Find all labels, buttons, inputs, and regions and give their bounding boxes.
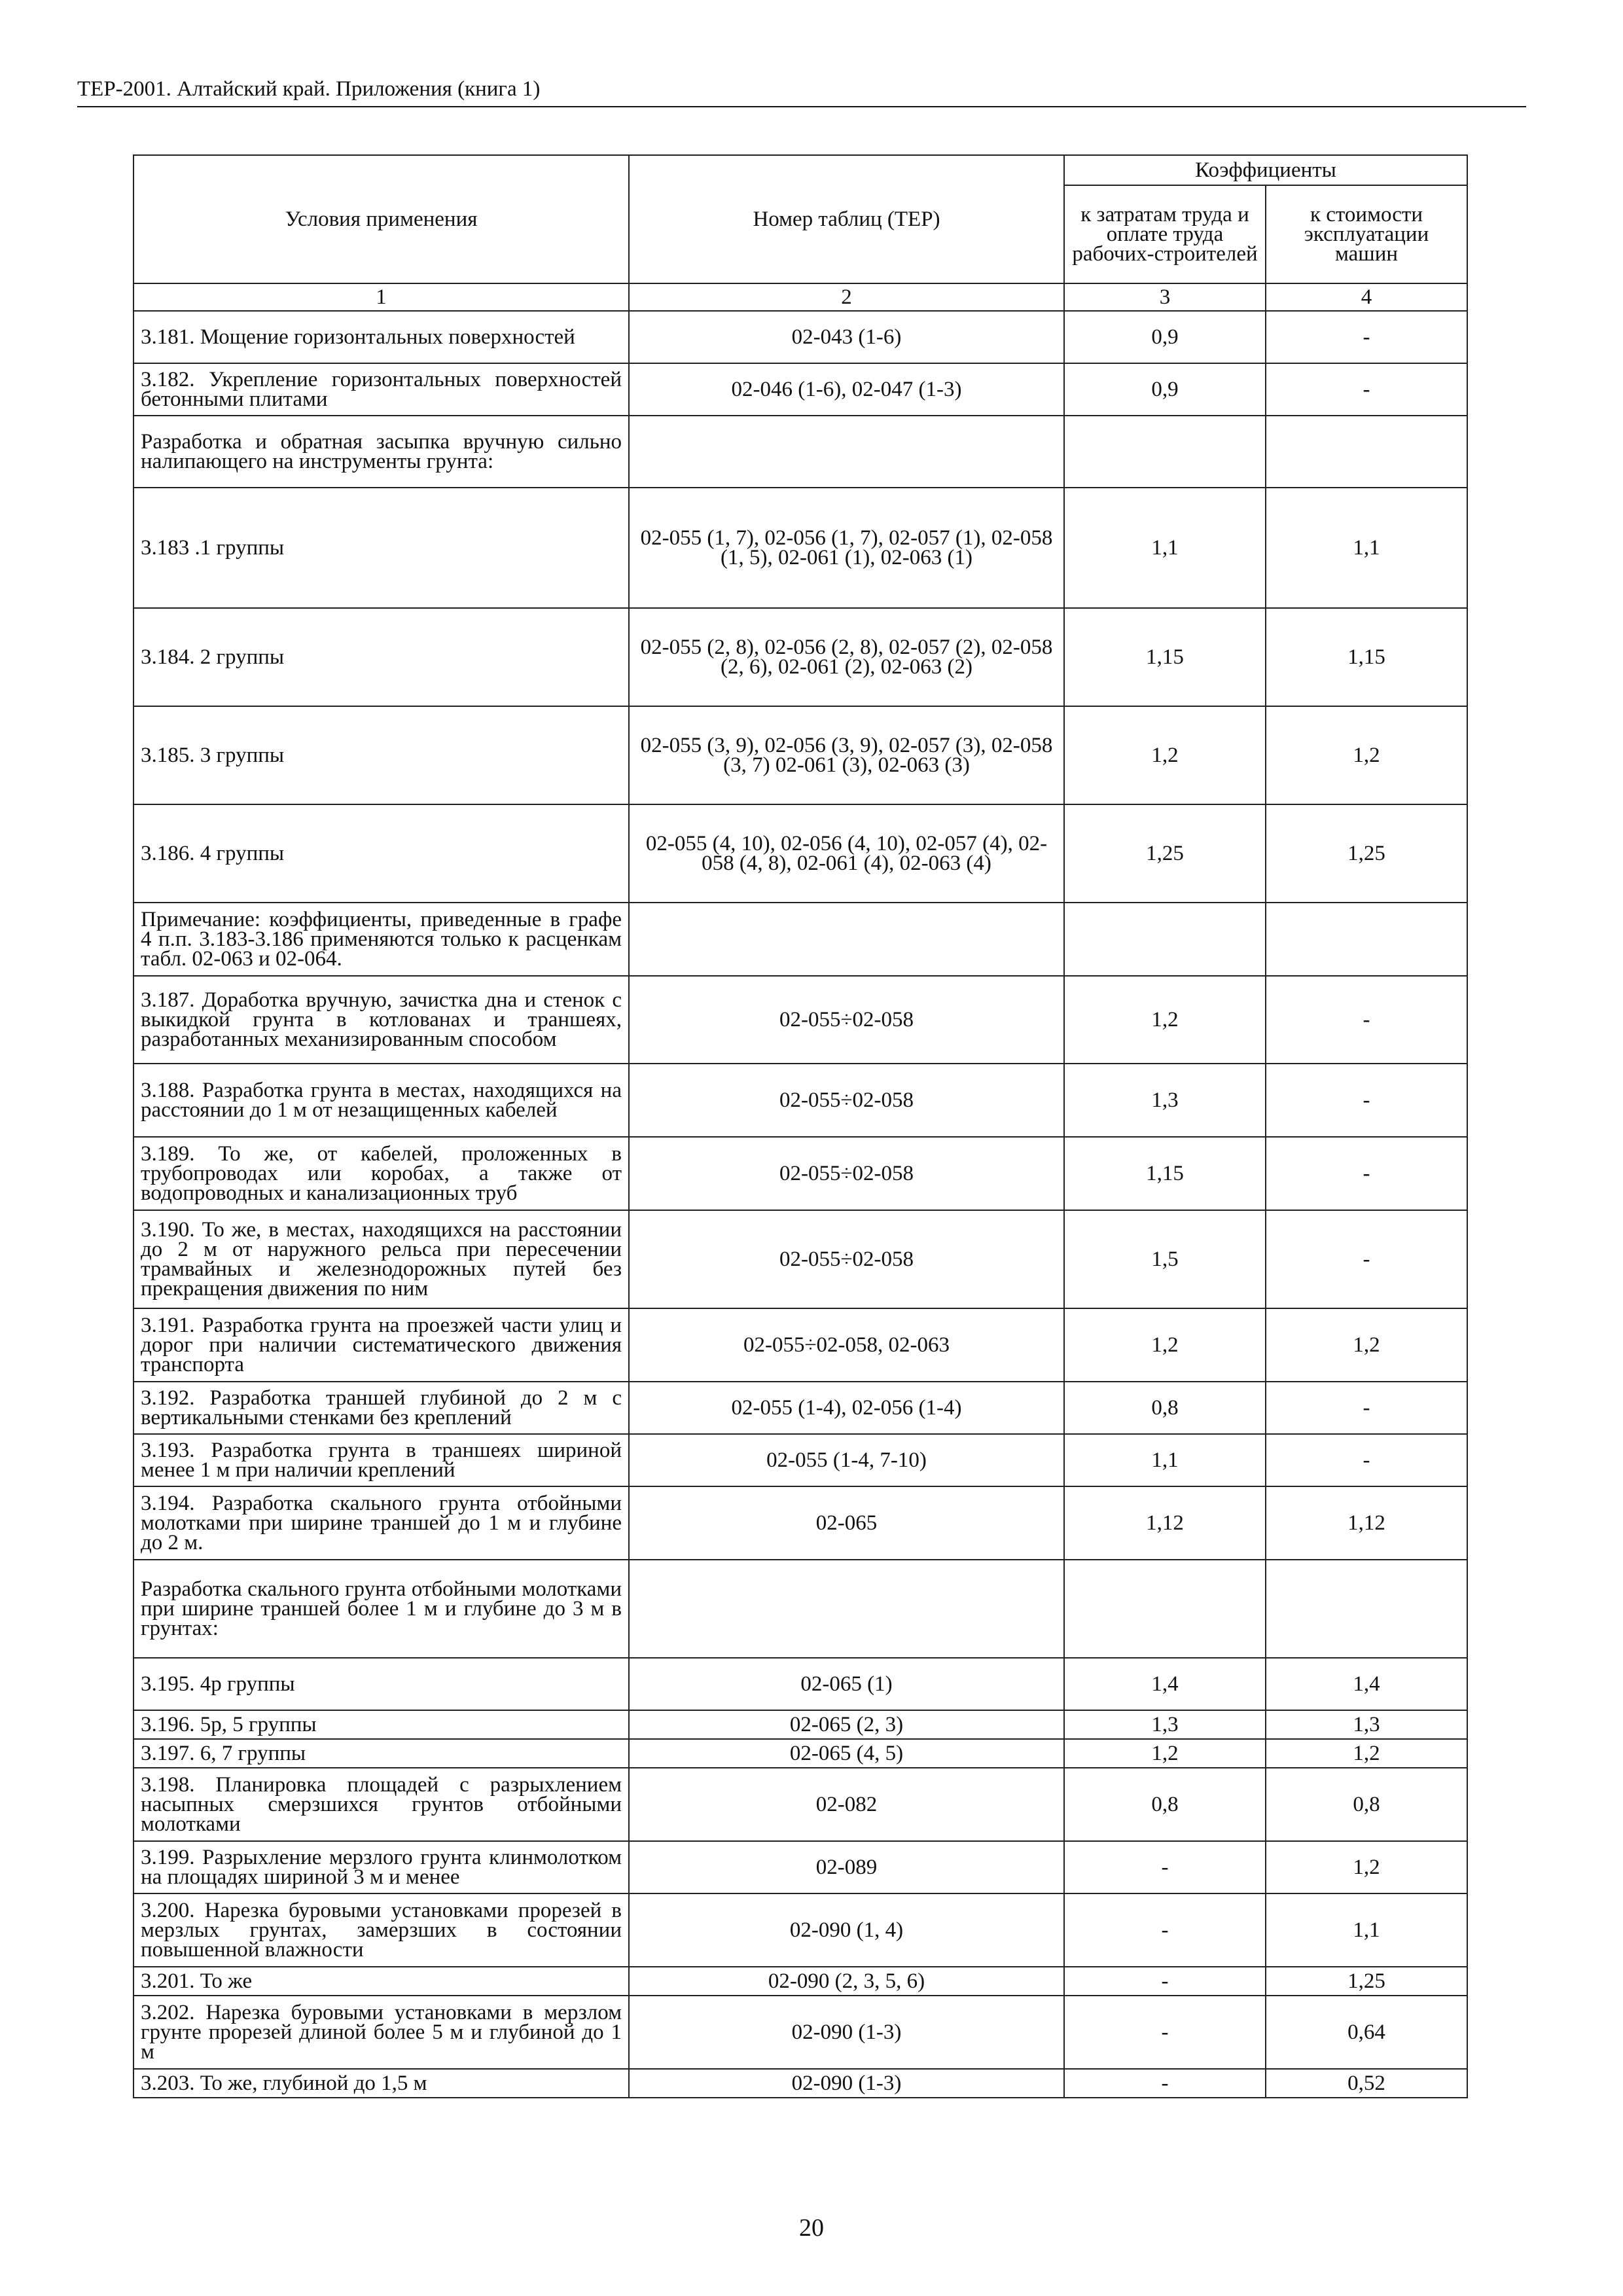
table-number-cell: 02-055 (3, 9), 02-056 (3, 9), 02-057 (3), 02-058 (3, 7) 02-061 (3), 02-063 (3) [629, 706, 1064, 804]
table-row [134, 1382, 1467, 1434]
machine-coefficient-cell: 1,1 [1266, 1893, 1467, 1967]
labor-coefficient-cell [1064, 416, 1266, 488]
table-row [134, 1560, 1467, 1658]
labor-coefficient-cell: 1,2 [1064, 1739, 1266, 1768]
machine-coefficient-cell [1266, 1560, 1467, 1658]
labor-coefficient-cell: 1,1 [1064, 1434, 1266, 1486]
labor-coefficient-cell: 0,8 [1064, 1382, 1266, 1434]
machine-coefficient-cell: - [1266, 1137, 1467, 1210]
table-number-cell: 02-082 [629, 1768, 1064, 1841]
table-number-cell [629, 1560, 1064, 1658]
machine-coefficient-cell [1266, 903, 1467, 976]
table-row [134, 1486, 1467, 1560]
machine-coefficient-cell: 1,2 [1266, 1308, 1467, 1382]
table-row [134, 804, 1467, 903]
machine-coefficient-cell: 1,4 [1266, 1658, 1467, 1710]
condition-cell: 3.199. Разрыхление мерзлого грунта клинмолотком на площадях шириной 3 м и менее [134, 1841, 629, 1893]
table-row [134, 1893, 1467, 1967]
table-number-cell: 02-055 (1, 7), 02-056 (1, 7), 02-057 (1), 02-058 (1, 5), 02-061 (1), 02-063 (1) [629, 488, 1064, 608]
machine-coefficient-cell: 0,64 [1266, 1996, 1467, 2069]
condition-cell: 3.186. 4 группы [134, 804, 629, 903]
table-number-cell: 02-065 (2, 3) [629, 1710, 1064, 1739]
machine-coefficient-cell: - [1266, 976, 1467, 1064]
table-row [134, 416, 1467, 488]
condition-cell: 3.194. Разработка скального грунта отбойными молотками при ширине траншей до 1 м и глубине до 2 м. [134, 1486, 629, 1560]
machine-coefficient-cell [1266, 416, 1467, 488]
table-number-cell: 02-055÷02-058 [629, 1210, 1064, 1308]
machine-coefficient-cell: 1,2 [1266, 1841, 1467, 1893]
table-number-cell: 02-043 (1-6) [629, 311, 1064, 363]
table-number-cell [629, 903, 1064, 976]
condition-cell: 3.193. Разработка грунта в траншеях шириной менее 1 м при наличии креплений [134, 1434, 629, 1486]
condition-cell: 3.190. То же, в местах, находящихся на расстоянии до 2 м от наружного рельса при пересечении трамвайных и железнодорожных путей без прекращения движения по ним [134, 1210, 629, 1308]
table-number-cell: 02-055÷02-058 [629, 1064, 1064, 1137]
table-number-cell: 02-065 (1) [629, 1658, 1064, 1710]
table-number-cell: 02-055 (4, 10), 02-056 (4, 10), 02-057 (4), 02-058 (4, 8), 02-061 (4), 02-063 (4) [629, 804, 1064, 903]
table-row [134, 488, 1467, 608]
table-row [134, 1308, 1467, 1382]
machine-coefficient-cell: 1,1 [1266, 488, 1467, 608]
machine-coefficient-cell: 0,52 [1266, 2069, 1467, 2098]
machine-coefficient-cell: - [1266, 1210, 1467, 1308]
labor-coefficient-cell: 0,8 [1064, 1768, 1266, 1841]
condition-cell: 3.195. 4р группы [134, 1658, 629, 1710]
table-row [134, 976, 1467, 1064]
table-row [134, 2069, 1467, 2098]
column-number-cell: 1 [134, 283, 629, 311]
table-number-cell: 02-046 (1-6), 02-047 (1-3) [629, 363, 1064, 416]
condition-cell: 3.198. Планировка площадей с разрыхлением насыпных смерзшихся грунтов отбойными молотками [134, 1768, 629, 1841]
machine-coefficient-cell: - [1266, 363, 1467, 416]
labor-coefficient-cell: 1,3 [1064, 1710, 1266, 1739]
table-row [134, 1210, 1467, 1308]
table-number-cell: 02-055÷02-058, 02-063 [629, 1308, 1064, 1382]
table-row [134, 1137, 1467, 1210]
table-row [134, 1658, 1467, 1710]
column-number-cell: 3 [1064, 283, 1266, 311]
table-row [134, 1996, 1467, 2069]
machine-coefficient-cell: 1,3 [1266, 1710, 1467, 1739]
condition-cell: 3.192. Разработка траншей глубиной до 2 м с вертикальными стенками без креплений [134, 1382, 629, 1434]
labor-coefficient-cell: - [1064, 1967, 1266, 1996]
table-number-cell: 02-065 [629, 1486, 1064, 1560]
labor-coefficient-cell: - [1064, 2069, 1266, 2098]
labor-coefficient-cell: 1,25 [1064, 804, 1266, 903]
table-row [134, 363, 1467, 416]
table-number-cell: 02-055÷02-058 [629, 976, 1064, 1064]
table-row [134, 1710, 1467, 1739]
header-cell-coefficients: Коэффициенты [1064, 155, 1467, 185]
machine-coefficient-cell: - [1266, 1434, 1467, 1486]
condition-cell: 3.188. Разработка грунта в местах, находящихся на расстоянии до 1 м от незащищенных кабелей [134, 1064, 629, 1137]
machine-coefficient-cell: 1,25 [1266, 804, 1467, 903]
table-row [134, 1739, 1467, 1768]
table-number-cell: 02-089 [629, 1841, 1064, 1893]
labor-coefficient-cell: 1,15 [1064, 608, 1266, 706]
machine-coefficient-cell: 1,15 [1266, 608, 1467, 706]
labor-coefficient-cell: 0,9 [1064, 363, 1266, 416]
header-rule [77, 106, 1526, 107]
labor-coefficient-cell: - [1064, 1841, 1266, 1893]
labor-coefficient-cell: 1,2 [1064, 1308, 1266, 1382]
condition-cell: 3.184. 2 группы [134, 608, 629, 706]
labor-coefficient-cell: - [1064, 1893, 1266, 1967]
labor-coefficient-cell: 1,4 [1064, 1658, 1266, 1710]
table-number-cell [629, 416, 1064, 488]
labor-coefficient-cell: - [1064, 1996, 1266, 2069]
table-number-cell: 02-090 (1, 4) [629, 1893, 1064, 1967]
table-number-cell: 02-055÷02-058 [629, 1137, 1064, 1210]
machine-coefficient-cell: - [1266, 1382, 1467, 1434]
table-row [134, 608, 1467, 706]
condition-cell: 3.189. То же, от кабелей, проложенных в трубопроводах или коробах, а также от водопроводных и канализационных труб [134, 1137, 629, 1210]
table-number-cell: 02-090 (1-3) [629, 2069, 1064, 2098]
condition-cell: 3.196. 5р, 5 группы [134, 1710, 629, 1739]
header-cell-conditions: Условия применения [134, 155, 629, 283]
labor-coefficient-cell: 1,1 [1064, 488, 1266, 608]
column-number-cell: 2 [629, 283, 1064, 311]
table-number-cell: 02-055 (2, 8), 02-056 (2, 8), 02-057 (2), 02-058 (2, 6), 02-061 (2), 02-063 (2) [629, 608, 1064, 706]
condition-cell: 3.203. То же, глубиной до 1,5 м [134, 2069, 629, 2098]
labor-coefficient-cell: 0,9 [1064, 311, 1266, 363]
table-row [134, 706, 1467, 804]
condition-cell: Разработка скального грунта отбойными молотками при ширине траншей более 1 м и глубине до 3 м в грунтах: [134, 1560, 629, 1658]
table-row [134, 1768, 1467, 1841]
condition-cell: 3.181. Мощение горизонтальных поверхностей [134, 311, 629, 363]
table-number-cell: 02-090 (1-3) [629, 1996, 1064, 2069]
condition-cell: 3.191. Разработка грунта на проезжей части улиц и дорог при наличии систематического движения транспорта [134, 1308, 629, 1382]
condition-cell: 3.201. То же [134, 1967, 629, 1996]
condition-cell: 3.183 .1 группы [134, 488, 629, 608]
labor-coefficient-cell: 1,15 [1064, 1137, 1266, 1210]
labor-coefficient-cell: 1,2 [1064, 976, 1266, 1064]
machine-coefficient-cell: - [1266, 311, 1467, 363]
running-header: ТЕР-2001. Алтайский край. Приложения (книга 1) [77, 77, 541, 101]
header-cell-table-numbers: Номер таблиц (ТЕР) [629, 155, 1064, 283]
condition-cell: Примечание: коэффициенты, приведенные в графе 4 п.п. 3.183-3.186 применяются только к расценкам табл. 02-063 и 02-064. [134, 903, 629, 976]
table-row [134, 1967, 1467, 1996]
machine-coefficient-cell: 1,25 [1266, 1967, 1467, 1996]
labor-coefficient-cell: 1,2 [1064, 706, 1266, 804]
condition-cell: 3.200. Нарезка буровыми установками прорезей в мерзлых грунтах, замерзших в состоянии повышенной влажности [134, 1893, 629, 1967]
table-row [134, 1064, 1467, 1137]
page-number: 20 [799, 2214, 824, 2242]
table-number-cell: 02-055 (1-4), 02-056 (1-4) [629, 1382, 1064, 1434]
condition-cell: 3.182. Укрепление горизонтальных поверхностей бетонными плитами [134, 363, 629, 416]
condition-cell: 3.197. 6, 7 группы [134, 1739, 629, 1768]
labor-coefficient-cell: 1,12 [1064, 1486, 1266, 1560]
labor-coefficient-cell [1064, 903, 1266, 976]
coefficients-table [133, 154, 1468, 2098]
table-row [134, 311, 1467, 363]
table-number-cell: 02-065 (4, 5) [629, 1739, 1064, 1768]
table-row [134, 1841, 1467, 1893]
machine-coefficient-cell: 1,2 [1266, 1739, 1467, 1768]
condition-cell: 3.187. Доработка вручную, зачистка дна и стенок с выкидкой грунта в котлованах и траншеях, разработанных механизированным способом [134, 976, 629, 1064]
condition-cell: Разработка и обратная засыпка вручную сильно налипающего на инструменты грунта: [134, 416, 629, 488]
table-number-cell: 02-090 (2, 3, 5, 6) [629, 1967, 1064, 1996]
table-number-cell: 02-055 (1-4, 7-10) [629, 1434, 1064, 1486]
labor-coefficient-cell [1064, 1560, 1266, 1658]
labor-coefficient-cell: 1,5 [1064, 1210, 1266, 1308]
condition-cell: 3.185. 3 группы [134, 706, 629, 804]
header-cell-machine-coefficient: к стоимости эксплуатации машин [1266, 185, 1467, 283]
condition-cell: 3.202. Нарезка буровыми установками в мерзлом грунте прорезей длиной более 5 м и глубиной до 1 м [134, 1996, 629, 2069]
table-row [134, 1434, 1467, 1486]
header-cell-labor-coefficient: к затратам труда и оплате труда рабочих-строителей [1064, 185, 1266, 283]
machine-coefficient-cell: 1,2 [1266, 706, 1467, 804]
machine-coefficient-cell: 0,8 [1266, 1768, 1467, 1841]
labor-coefficient-cell: 1,3 [1064, 1064, 1266, 1137]
machine-coefficient-cell: 1,12 [1266, 1486, 1467, 1560]
column-number-cell: 4 [1266, 283, 1467, 311]
machine-coefficient-cell: - [1266, 1064, 1467, 1137]
table-row [134, 903, 1467, 976]
